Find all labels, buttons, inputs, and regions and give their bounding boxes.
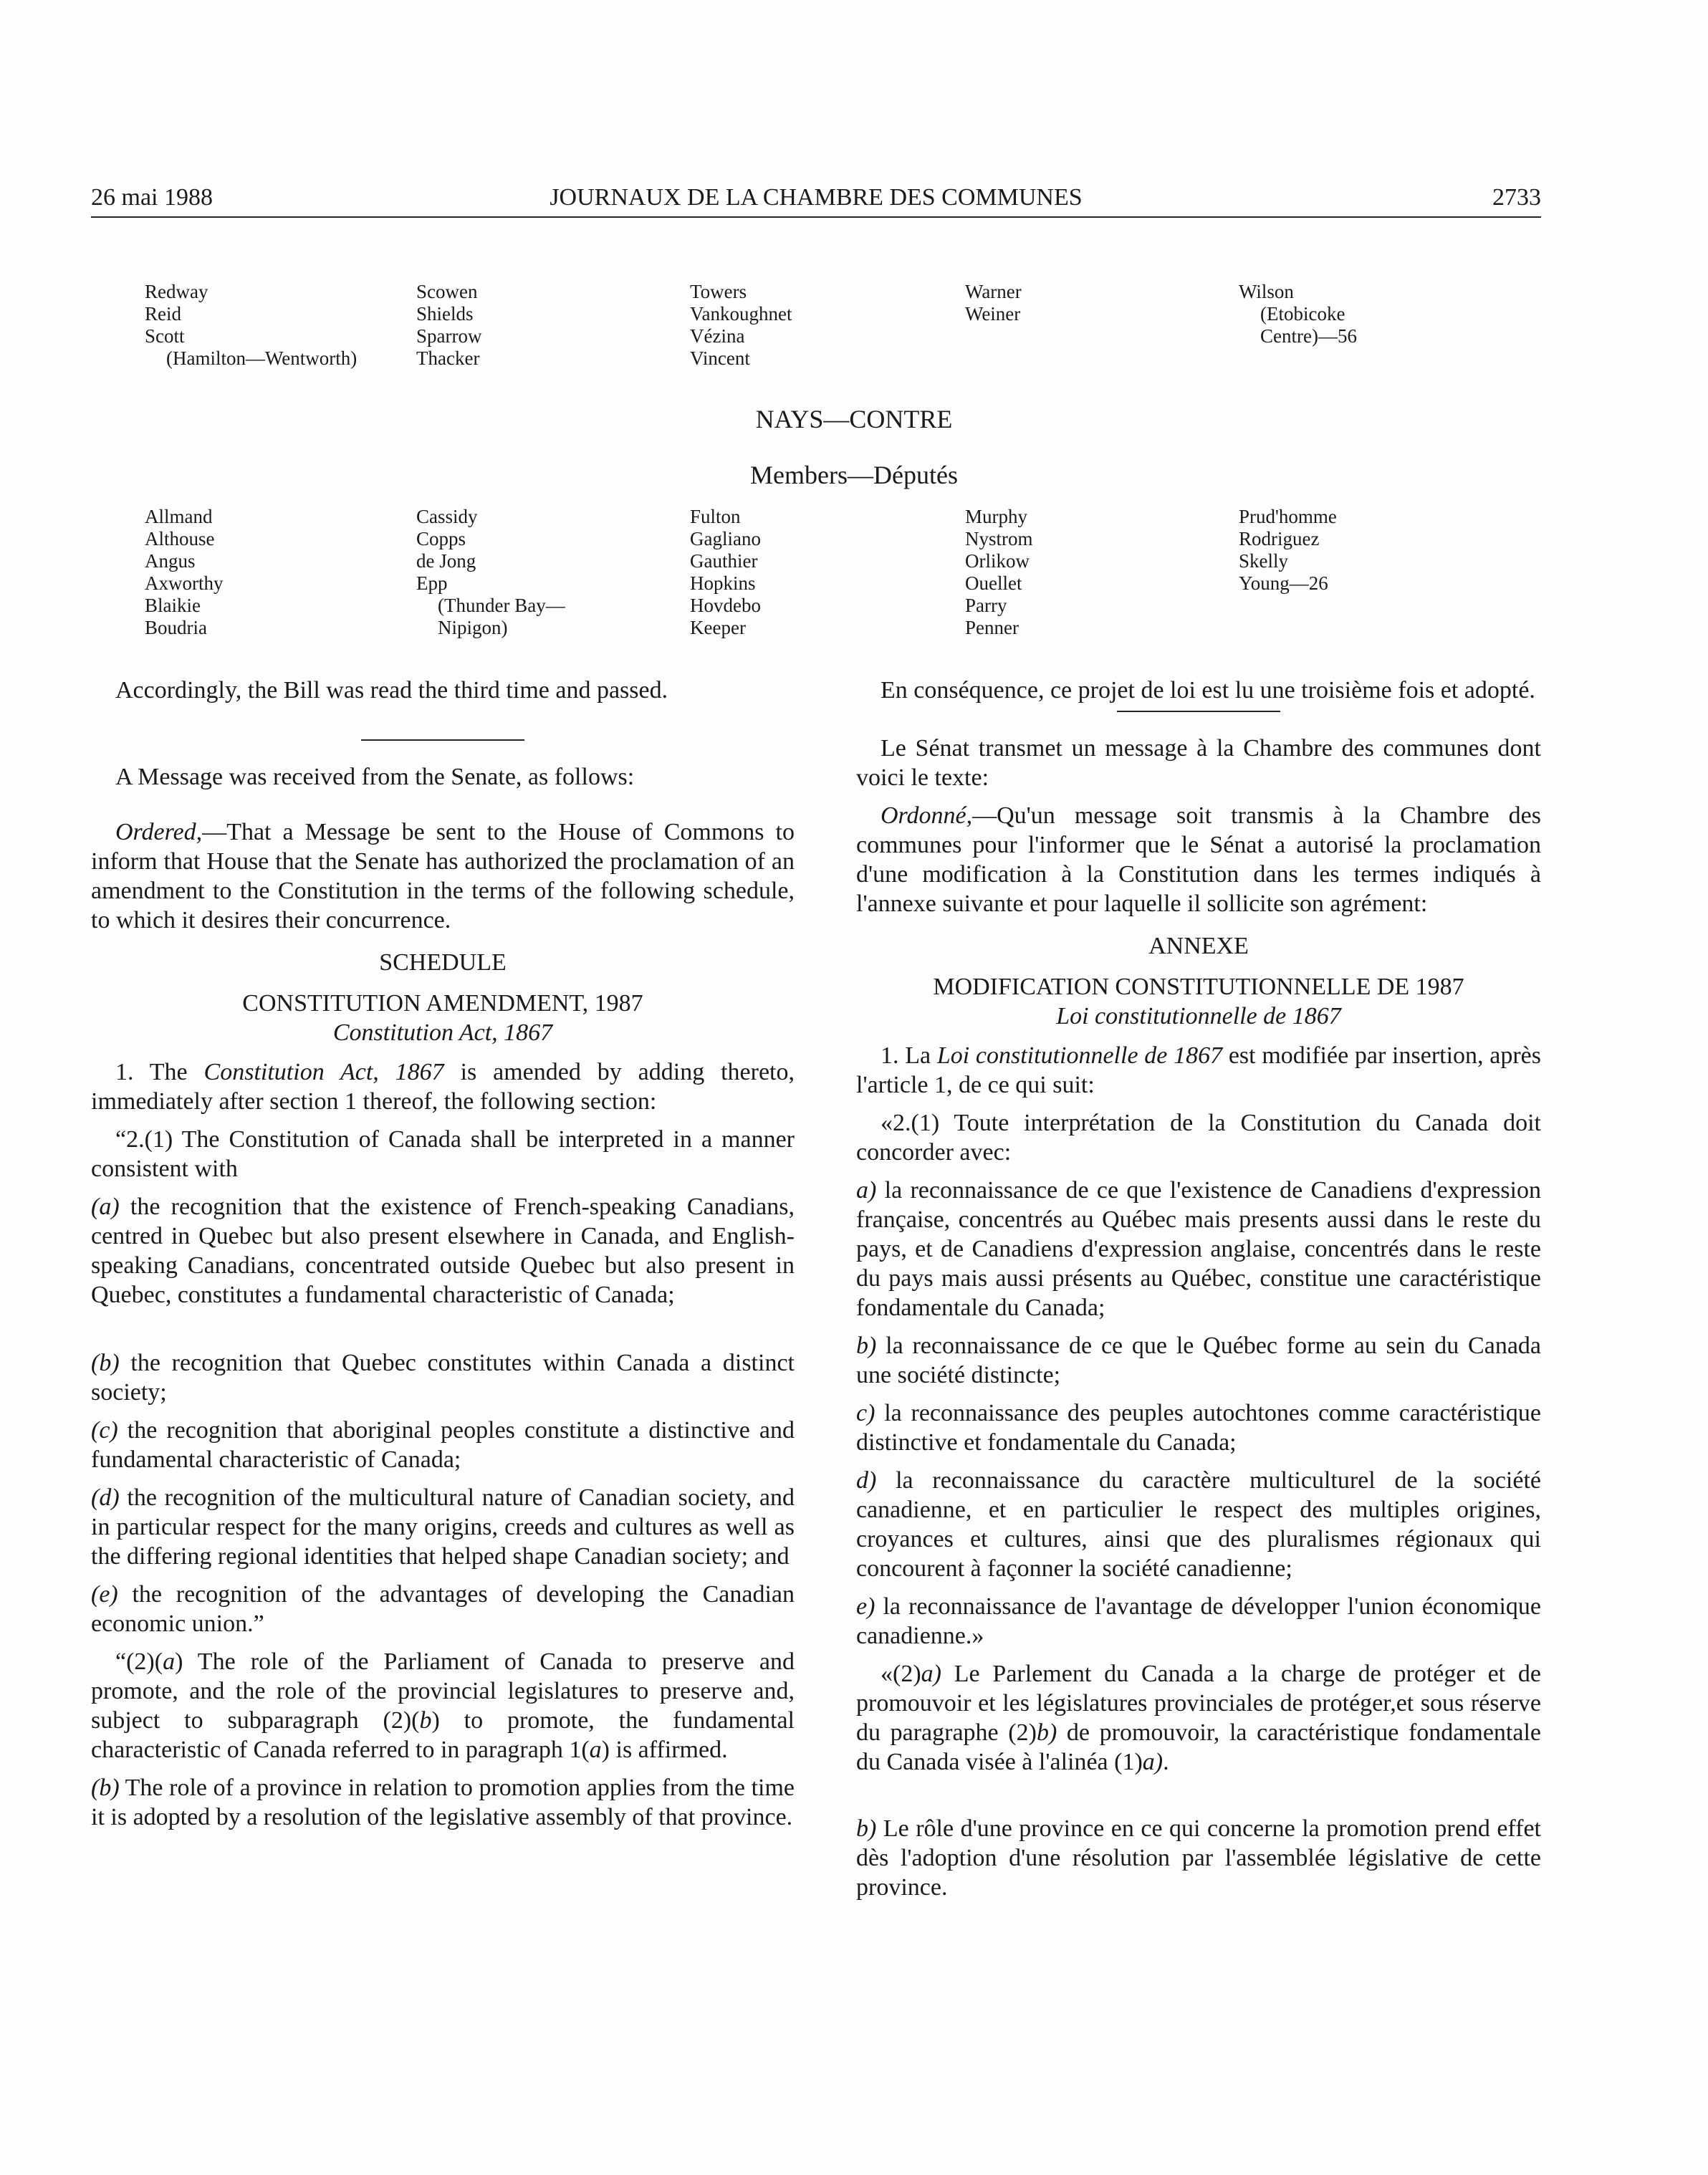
member-name: Copps (416, 528, 466, 549)
member-name: Boudria (145, 617, 207, 638)
nays-column-2 (416, 506, 565, 639)
member-name: Hopkins (690, 572, 756, 594)
paragraph-b: b) la reconnaissance de ce que le Québec forme au sein du Canada une société distincte; (856, 1333, 1541, 1388)
member-name: Allmand (145, 506, 213, 527)
paragraph-e: (e) the recognition of the advantages of developing the Canadian economic union.” (91, 1581, 795, 1637)
paragraph-d: d) la reconnaissance du caractère multiculturel de la société canadienne, et en particulier le respect des multiples origines, croyances et cultures, ainsi que des pluralismes régionaux qui concourent à façonner la société canadienne; (856, 1467, 1541, 1582)
member-name: Wilson (1239, 281, 1294, 302)
section-2-1: «2.(1) Toute interprétation de la Constitution du Canada doit concorder avec: (856, 1110, 1541, 1166)
senate-order (856, 801, 1541, 918)
member-name: Scott (145, 325, 185, 347)
paragraph-d: (d) the recognition of the multicultural nature of Canadian society, and in particular respect for the many origins, creeds and cultures as well as the differing regional identities that helped shape Canadian society; and (91, 1484, 795, 1570)
yeas-column-1 (145, 281, 357, 370)
nays-column-4 (965, 506, 1033, 639)
member-name: Prud'homme (1239, 506, 1337, 527)
paragraph-b: (b) the recognition that Quebec constitutes within Canada a distinct society; (91, 1350, 795, 1406)
yeas-column-3 (690, 281, 792, 370)
member-name: Gagliano (690, 528, 761, 549)
member-name: Althouse (145, 528, 215, 549)
amendment-title: MODIFICATION CONSTITUTIONNELLE DE 1987 (933, 974, 1464, 1000)
paragraph-e: e) la reconnaissance de l'avantage de développer l'union économique canadienne.» (856, 1593, 1541, 1649)
member-riding: Centre)—56 (1260, 325, 1357, 347)
section-2-1: “2.(1) The Constitution of Canada shall be interpreted in a manner consistent with (91, 1126, 795, 1182)
member-name: de Jong (416, 550, 476, 572)
member-name: Blaikie (145, 595, 201, 616)
paragraph-a: (a) the recognition that the existence of French-speaking Canadians, centred in Quebec but also present elsewhere in Canada, and English-speaking Canadians, concentrated outside Quebec but also present in Quebec, constitutes a fundamental characteristic of Canada; (91, 1194, 795, 1308)
nays-column-1 (145, 506, 224, 639)
paragraph-a: a) la reconnaissance de ce que l'existence de Canadiens d'expression française, concentrés au Québec mais presents aussi dans le reste du pays, et de Canadiens d'expression anglaise, concentrés dans le reste du pays mais aussi présents au Québec, constitue une caractéristique fondamentale du Canada; (856, 1177, 1541, 1321)
member-name: Scowen (416, 281, 478, 302)
member-name: Shields (416, 303, 474, 325)
paragraph-c: c) la reconnaissance des peuples autochtones comme caractéristique distinctive et fondamentale du Canada; (856, 1400, 1541, 1456)
act-title: Loi constitutionnelle de 1867 (1056, 1003, 1341, 1029)
section-2-2-a: “(2)(a) The role of the Parliament of Canada to preserve and promote, and the role of the provincial legislatures to preserve and, subject to subparagraph (2)(b) to promote, the fundamental characteristic of Canada referred to in paragraph 1(a) is affirmed. (91, 1648, 795, 1763)
nays-column-3 (690, 506, 761, 639)
member-riding: (Hamilton—Wentworth) (166, 347, 358, 369)
member-name: Ouellet (965, 572, 1022, 594)
ordered-text: —That a Message be sent to the House of Commons to inform that House that the Senate has authorized the proclamation of an amendment to the Constitution in the terms of the following schedule, to which it desires their concurrence. (91, 819, 795, 933)
member-name: Vankoughnet (690, 303, 792, 325)
member-name: Angus (145, 550, 196, 572)
section-1: 1. La Loi constitutionnelle de 1867 est modifiée par insertion, après l'article 1, de ce qui suit: (856, 1042, 1542, 1098)
ordered-text: —Qu'un message soit transmis à la Chambre des communes pour l'informer que le Sénat a autorisé la proclamation d'une modification à la Constitution dans les termes indiqués à l'annexe suivante et pour laquelle il sollicite son agrément: (856, 802, 1541, 917)
member-name: Cassidy (416, 506, 478, 527)
member-name: Vézina (690, 325, 745, 347)
member-riding: (Etobicoke (1260, 303, 1345, 325)
member-name: Sparrow (416, 325, 482, 347)
section-2-2-b: (b) The role of a province in relation to promotion applies from the time it is adopted by a resolution of the legislative assembly of that province. (91, 1775, 795, 1830)
member-name: Hovdebo (690, 595, 761, 616)
member-name: Reid (145, 303, 181, 325)
member-name: Keeper (690, 617, 746, 638)
member-name: Axworthy (145, 572, 224, 594)
section-2-2-b: b) Le rôle d'une province en ce qui concerne la promotion prend effet dès l'adoption d'une résolution par l'assemblée législative de cette province. (856, 1815, 1541, 1901)
schedule-heading: SCHEDULE (379, 949, 507, 976)
nays-subheading: Members—Députés (750, 461, 958, 489)
member-name: Fulton (690, 506, 741, 527)
schedule-heading: ANNEXE (1148, 933, 1249, 959)
member-name: Orlikow (965, 550, 1030, 572)
nays-column-5 (1239, 506, 1337, 595)
amendment-title: CONSTITUTION AMENDMENT, 1987 (242, 990, 643, 1017)
member-name: Parry (965, 595, 1007, 616)
header-date: 26 mai 1988 (91, 184, 213, 211)
member-name: Skelly (1239, 550, 1289, 572)
ordered-lead: Ordered, (115, 819, 203, 845)
member-name: Weiner (965, 303, 1021, 325)
section-separator (1117, 711, 1280, 712)
member-name: Rodriguez (1239, 528, 1320, 549)
french-column (856, 676, 1541, 1902)
member-riding: (Thunder Bay— (438, 595, 565, 616)
bill-passed-text: En conséquence, ce projet de loi est lu une troisième fois et adopté. (881, 677, 1535, 704)
nays-heading: NAYS—CONTRE (755, 405, 953, 433)
bill-passed-text: Accordingly, the Bill was read the third time and passed. (115, 677, 668, 704)
ordered-lead: Ordonné, (881, 802, 973, 829)
act-title: Constitution Act, 1867 (332, 1019, 553, 1046)
senate-order (91, 817, 795, 935)
member-name: Murphy (965, 506, 1027, 527)
yeas-column-4 (965, 281, 1022, 325)
page-number: 2733 (1492, 184, 1541, 211)
member-name: Young—26 (1239, 572, 1328, 594)
paragraph-c: (c) the recognition that aboriginal peoples constitute a distinctive and fundamental characteristic of Canada; (91, 1417, 795, 1473)
member-name: Vincent (690, 347, 750, 369)
member-name: Gauthier (690, 550, 758, 572)
english-column (91, 676, 795, 1832)
member-name: Penner (965, 617, 1019, 638)
yeas-column-2 (416, 281, 481, 370)
member-riding: Nipigon) (438, 617, 508, 638)
member-name: Warner (965, 281, 1022, 302)
running-header (91, 184, 1541, 217)
header-rule (91, 216, 1541, 218)
member-name: Thacker (416, 347, 480, 369)
message-intro: A Message was received from the Senate, as follows: (115, 764, 635, 790)
member-name: Towers (690, 281, 747, 302)
section-2-2-a: «(2)a) Le Parlement du Canada a la charge de protéger et de promouvoir et les législatures provinciales de protéger,et sous réserve du paragraphe (2)b) de promouvoir, la caractéristique fondamentale du Canada visée à l'alinéa (1)a). (856, 1661, 1541, 1775)
message-intro: Le Sénat transmet un message à la Chambre des communes dont voici le texte: (856, 735, 1541, 791)
section-separator (361, 739, 524, 741)
member-name: Redway (145, 281, 208, 302)
section-1: 1. The Constitution Act, 1867 is amended by adding thereto, immediately after section 1 thereof, the following section: (91, 1059, 795, 1115)
yeas-column-5 (1239, 281, 1357, 347)
header-title: JOURNAUX DE LA CHAMBRE DES COMMUNES (550, 184, 1083, 211)
member-name: Epp (416, 572, 448, 594)
member-name: Nystrom (965, 528, 1033, 549)
